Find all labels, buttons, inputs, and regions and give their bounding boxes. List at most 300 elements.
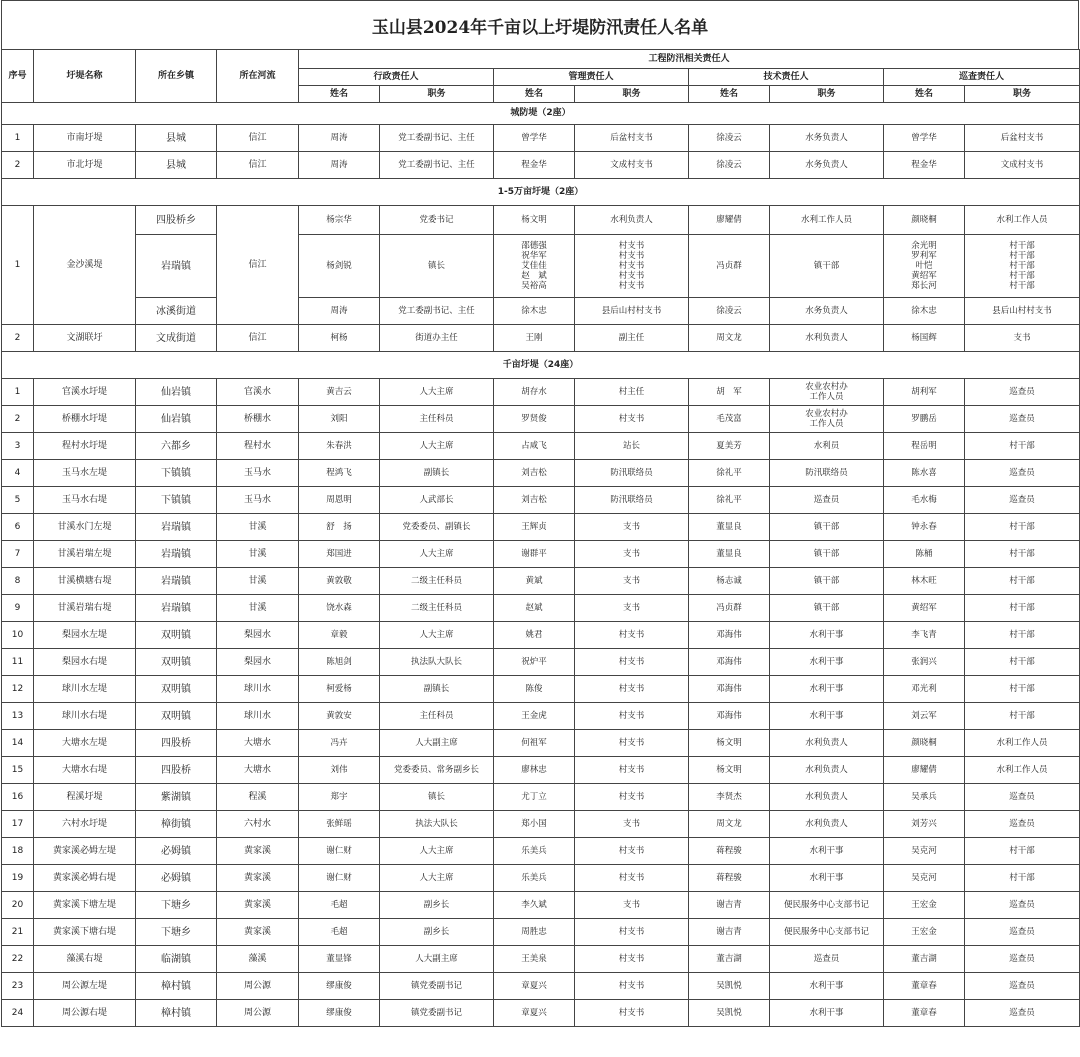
river-cell: 球川水 — [217, 703, 299, 730]
town-cell: 紫湖镇 — [136, 784, 217, 811]
row-index: 1 — [2, 206, 34, 325]
cell-patrol-name: 陈水喜 — [884, 460, 965, 487]
cell-tech-title: 水利干事 — [770, 649, 884, 676]
cell-admin-title: 副镇长 — [380, 676, 494, 703]
cell-tech-name: 夏美芳 — [689, 433, 770, 460]
cell-patrol-title: 后盆村支书 — [965, 125, 1080, 152]
table-row — [2, 235, 1080, 298]
river-cell: 梨园水 — [217, 622, 299, 649]
cell-mgmt-name: 赵斌 — [494, 595, 575, 622]
cell-mgmt-name: 罗贤俊 — [494, 406, 575, 433]
cell-mgmt-title: 村主任 — [575, 379, 689, 406]
cell-tech-title: 水利负责人 — [770, 811, 884, 838]
cell-mgmt-title: 支书 — [575, 541, 689, 568]
cell-admin-title: 主任科员 — [380, 406, 494, 433]
cell-patrol-title: 巡查员 — [965, 379, 1080, 406]
cell-patrol-title: 巡查员 — [965, 784, 1080, 811]
cell-patrol-title: 巡查员 — [965, 919, 1080, 946]
town-cell: 双明镇 — [136, 703, 217, 730]
header-sub-name: 姓名 — [884, 86, 965, 103]
town-cell: 岩瑞镇 — [136, 541, 217, 568]
cell-patrol-title: 村干部 村干部 村干部 村干部 村干部 — [965, 235, 1080, 298]
river-cell: 程溪 — [217, 784, 299, 811]
cell-tech-name: 董显良 — [689, 514, 770, 541]
town-cell: 下塘乡 — [136, 892, 217, 919]
cell-tech-title: 水务负责人 — [770, 152, 884, 179]
table-row — [2, 919, 1080, 946]
cell-admin-title: 副镇长 — [380, 460, 494, 487]
cell-patrol-name: 董章春 — [884, 1000, 965, 1027]
cell-mgmt-name: 郑小国 — [494, 811, 575, 838]
cell-tech-title: 水利干事 — [770, 622, 884, 649]
cell-mgmt-title: 村支书 — [575, 865, 689, 892]
cell-mgmt-name: 曾学华 — [494, 125, 575, 152]
cell-mgmt-name: 祝炉平 — [494, 649, 575, 676]
cell-tech-title: 镇干部 — [770, 541, 884, 568]
table-row — [2, 811, 1080, 838]
table-row — [2, 838, 1080, 865]
cell-admin-name: 毛超 — [299, 892, 380, 919]
header-role-patrol: 巡查责任人 — [884, 69, 1080, 86]
cell-patrol-title: 村干部 — [965, 541, 1080, 568]
river-cell: 信江 — [217, 152, 299, 179]
cell-tech-title: 巡查员 — [770, 946, 884, 973]
dike-name: 程村水圩堤 — [34, 433, 136, 460]
cell-mgmt-title: 村支书 — [575, 703, 689, 730]
cell-patrol-name: 程岳明 — [884, 433, 965, 460]
cell-admin-name: 缪康俊 — [299, 973, 380, 1000]
cell-admin-name: 刘伟 — [299, 757, 380, 784]
row-index: 19 — [2, 865, 34, 892]
cell-patrol-title: 村干部 — [965, 703, 1080, 730]
row-index: 2 — [2, 152, 34, 179]
cell-mgmt-name: 杨文明 — [494, 206, 575, 235]
cell-admin-name: 郑国进 — [299, 541, 380, 568]
row-index: 2 — [2, 406, 34, 433]
cell-tech-name: 徐凌云 — [689, 298, 770, 325]
cell-patrol-name: 廖耀倩 — [884, 757, 965, 784]
cell-tech-name: 邓海伟 — [689, 649, 770, 676]
cell-admin-title: 执法队大队长 — [380, 649, 494, 676]
dike-name: 周公源左堤 — [34, 973, 136, 1000]
dike-name: 梨园水左堤 — [34, 622, 136, 649]
cell-tech-name: 廖耀倩 — [689, 206, 770, 235]
header-responsible-group: 工程防汛相关责任人 — [299, 50, 1080, 69]
cell-mgmt-title: 支书 — [575, 811, 689, 838]
cell-tech-name: 邓海伟 — [689, 676, 770, 703]
town-cell: 岩瑞镇 — [136, 595, 217, 622]
cell-patrol-title: 巡查员 — [965, 487, 1080, 514]
cell-mgmt-name: 李久斌 — [494, 892, 575, 919]
cell-admin-title: 党委委员、常务副乡长 — [380, 757, 494, 784]
header-sub-name: 姓名 — [689, 86, 770, 103]
cell-mgmt-name: 王辉贞 — [494, 514, 575, 541]
row-index: 9 — [2, 595, 34, 622]
cell-patrol-name: 邓光利 — [884, 676, 965, 703]
town-cell: 下镇镇 — [136, 487, 217, 514]
cell-mgmt-title: 村支书 — [575, 757, 689, 784]
table-row — [2, 379, 1080, 406]
cell-patrol-name: 钟永春 — [884, 514, 965, 541]
cell-mgmt-name: 刘吉松 — [494, 487, 575, 514]
cell-tech-title: 防汛联络员 — [770, 460, 884, 487]
cell-tech-name: 杨文明 — [689, 730, 770, 757]
cell-mgmt-name: 刘吉松 — [494, 460, 575, 487]
cell-admin-name: 程鸿飞 — [299, 460, 380, 487]
cell-admin-title: 党工委副书记、主任 — [380, 125, 494, 152]
cell-mgmt-title: 防汛联络员 — [575, 460, 689, 487]
cell-patrol-title: 村干部 — [965, 838, 1080, 865]
cell-tech-title: 镇干部 — [770, 568, 884, 595]
cell-admin-name: 谢仁财 — [299, 865, 380, 892]
cell-admin-name: 柯杨 — [299, 325, 380, 352]
dike-name: 玉马水左堤 — [34, 460, 136, 487]
cell-tech-name: 冯贞群 — [689, 595, 770, 622]
cell-mgmt-title: 村支书 — [575, 946, 689, 973]
cell-admin-name: 黄敦敬 — [299, 568, 380, 595]
dike-name: 大塘水左堤 — [34, 730, 136, 757]
table-row — [2, 152, 1080, 179]
cell-tech-name: 谢吉青 — [689, 919, 770, 946]
town-cell: 岩瑞镇 — [136, 514, 217, 541]
section-header-row — [2, 103, 1080, 125]
row-index: 7 — [2, 541, 34, 568]
cell-tech-title: 水利干事 — [770, 703, 884, 730]
cell-patrol-name: 黄绍军 — [884, 595, 965, 622]
table-row — [2, 325, 1080, 352]
row-index: 17 — [2, 811, 34, 838]
cell-tech-name: 徐凌云 — [689, 152, 770, 179]
cell-admin-title: 党委委员、副镇长 — [380, 514, 494, 541]
cell-admin-title: 街道办主任 — [380, 325, 494, 352]
cell-admin-name: 周涛 — [299, 125, 380, 152]
cell-admin-title: 党工委副书记、主任 — [380, 152, 494, 179]
town-cell: 文成街道 — [136, 325, 217, 352]
cell-patrol-name: 颜晓桐 — [884, 206, 965, 235]
cell-admin-name: 杨宗华 — [299, 206, 380, 235]
row-index: 18 — [2, 838, 34, 865]
cell-tech-title: 镇干部 — [770, 514, 884, 541]
cell-admin-name: 缪康俊 — [299, 1000, 380, 1027]
header-role-management: 管理责任人 — [494, 69, 689, 86]
table-row — [2, 946, 1080, 973]
cell-tech-title: 农业农村办 工作人员 — [770, 379, 884, 406]
row-index: 6 — [2, 514, 34, 541]
dike-name: 桥棚水圩堤 — [34, 406, 136, 433]
cell-patrol-name: 张润兴 — [884, 649, 965, 676]
cell-tech-name: 徐礼平 — [689, 460, 770, 487]
cell-patrol-title: 水利工作人员 — [965, 757, 1080, 784]
row-index: 22 — [2, 946, 34, 973]
cell-patrol-name: 董章春 — [884, 973, 965, 1000]
row-index: 24 — [2, 1000, 34, 1027]
cell-tech-name: 邓海伟 — [689, 703, 770, 730]
town-cell: 下镇镇 — [136, 460, 217, 487]
cell-patrol-name: 吴克河 — [884, 865, 965, 892]
cell-tech-title: 水务负责人 — [770, 298, 884, 325]
dike-name: 甘溪岩瑞左堤 — [34, 541, 136, 568]
cell-mgmt-name: 王刚 — [494, 325, 575, 352]
cell-admin-name: 董显锋 — [299, 946, 380, 973]
header-role-technical: 技术责任人 — [689, 69, 884, 86]
cell-tech-title: 水利干事 — [770, 676, 884, 703]
cell-patrol-name: 胡利军 — [884, 379, 965, 406]
town-cell: 仙岩镇 — [136, 406, 217, 433]
cell-admin-title: 人大主席 — [380, 865, 494, 892]
row-index: 14 — [2, 730, 34, 757]
cell-patrol-title: 村干部 — [965, 595, 1080, 622]
cell-patrol-name: 程金华 — [884, 152, 965, 179]
dike-name: 金沙溪堤 — [34, 206, 136, 325]
town-cell: 樟街镇 — [136, 811, 217, 838]
river-cell: 六村水 — [217, 811, 299, 838]
cell-tech-name: 邓海伟 — [689, 622, 770, 649]
cell-admin-title: 副乡长 — [380, 919, 494, 946]
header-sub-name: 姓名 — [299, 86, 380, 103]
cell-mgmt-title: 村支书 — [575, 973, 689, 1000]
cell-tech-title: 巡查员 — [770, 487, 884, 514]
cell-mgmt-title: 村支书 — [575, 730, 689, 757]
section-title: 千亩圩堤（24座） — [2, 352, 1080, 379]
cell-mgmt-name: 黄斌 — [494, 568, 575, 595]
table-row — [2, 595, 1080, 622]
cell-tech-name: 冯贞群 — [689, 235, 770, 298]
cell-tech-name: 徐凌云 — [689, 125, 770, 152]
cell-mgmt-title: 支书 — [575, 514, 689, 541]
table-row — [2, 125, 1080, 152]
cell-patrol-name: 吴承兵 — [884, 784, 965, 811]
cell-admin-name: 郑宇 — [299, 784, 380, 811]
cell-mgmt-title: 村支书 — [575, 622, 689, 649]
cell-tech-name: 杨文明 — [689, 757, 770, 784]
cell-admin-title: 人大主席 — [380, 379, 494, 406]
cell-patrol-name: 王宏金 — [884, 919, 965, 946]
table-row — [2, 487, 1080, 514]
document-page — [1, 0, 1079, 1027]
cell-admin-name: 周涛 — [299, 152, 380, 179]
cell-admin-name: 陈旭剑 — [299, 649, 380, 676]
river-cell: 甘溪 — [217, 541, 299, 568]
cell-tech-name: 杨志诚 — [689, 568, 770, 595]
dike-name: 梨园水右堤 — [34, 649, 136, 676]
dike-name: 甘溪岩瑞右堤 — [34, 595, 136, 622]
town-cell: 双明镇 — [136, 649, 217, 676]
cell-mgmt-name: 程金华 — [494, 152, 575, 179]
cell-mgmt-name: 章夏兴 — [494, 1000, 575, 1027]
header-sub-title: 职务 — [575, 86, 689, 103]
cell-mgmt-title: 文成村支书 — [575, 152, 689, 179]
cell-mgmt-name: 廖林忠 — [494, 757, 575, 784]
cell-admin-title: 人大主席 — [380, 541, 494, 568]
town-cell: 岩瑞镇 — [136, 235, 217, 298]
river-cell: 信江 — [217, 125, 299, 152]
cell-patrol-title: 村干部 — [965, 649, 1080, 676]
cell-mgmt-name: 尤丁立 — [494, 784, 575, 811]
cell-admin-name: 黄吉云 — [299, 379, 380, 406]
row-index: 15 — [2, 757, 34, 784]
cell-admin-title: 人武部长 — [380, 487, 494, 514]
cell-mgmt-title: 村支书 — [575, 784, 689, 811]
cell-patrol-title: 水利工作人员 — [965, 206, 1080, 235]
cell-tech-name: 毛茂富 — [689, 406, 770, 433]
cell-tech-name: 吴凯悦 — [689, 973, 770, 1000]
table-row — [2, 784, 1080, 811]
cell-mgmt-title: 村支书 — [575, 838, 689, 865]
cell-patrol-name: 刘云军 — [884, 703, 965, 730]
river-cell: 甘溪 — [217, 568, 299, 595]
river-cell: 大塘水 — [217, 730, 299, 757]
row-index: 12 — [2, 676, 34, 703]
cell-tech-title: 水利干事 — [770, 838, 884, 865]
header-sub-title: 职务 — [965, 86, 1080, 103]
cell-mgmt-title: 支书 — [575, 595, 689, 622]
cell-patrol-title: 巡查员 — [965, 892, 1080, 919]
river-cell: 大塘水 — [217, 757, 299, 784]
cell-tech-name: 吴凯悦 — [689, 1000, 770, 1027]
cell-patrol-name: 吴克河 — [884, 838, 965, 865]
cell-patrol-name: 陈桶 — [884, 541, 965, 568]
cell-tech-title: 水利工作人员 — [770, 206, 884, 235]
cell-tech-title: 镇干部 — [770, 235, 884, 298]
river-cell: 周公源 — [217, 973, 299, 1000]
river-cell: 球川水 — [217, 676, 299, 703]
row-index: 20 — [2, 892, 34, 919]
river-cell: 梨园水 — [217, 649, 299, 676]
cell-mgmt-name: 胡存水 — [494, 379, 575, 406]
header-index: 序号 — [2, 50, 34, 103]
river-cell: 甘溪 — [217, 595, 299, 622]
town-cell: 临湖镇 — [136, 946, 217, 973]
cell-admin-name: 张鲜瑶 — [299, 811, 380, 838]
row-index: 2 — [2, 325, 34, 352]
cell-admin-name: 毛超 — [299, 919, 380, 946]
cell-tech-title: 水利干事 — [770, 865, 884, 892]
dike-name: 黄家溪必姆右堤 — [34, 865, 136, 892]
town-cell: 县城 — [136, 152, 217, 179]
header-dike-name: 圩堤名称 — [34, 50, 136, 103]
cell-tech-title: 镇干部 — [770, 595, 884, 622]
cell-tech-name: 周文龙 — [689, 325, 770, 352]
cell-mgmt-title: 后盆村支书 — [575, 125, 689, 152]
header-sub-title: 职务 — [380, 86, 494, 103]
document-title: 玉山县2024年千亩以上圩堤防汛责任人名单 — [1, 0, 1079, 49]
cell-mgmt-title: 村支书 — [575, 919, 689, 946]
cell-patrol-name: 杨国辉 — [884, 325, 965, 352]
header-role-admin: 行政责任人 — [299, 69, 494, 86]
cell-mgmt-name: 占咸飞 — [494, 433, 575, 460]
table-row — [2, 622, 1080, 649]
cell-tech-title: 水利员 — [770, 433, 884, 460]
cell-admin-title: 镇长 — [380, 784, 494, 811]
dike-name: 市南圩堤 — [34, 125, 136, 152]
cell-admin-title: 二级主任科员 — [380, 568, 494, 595]
dike-name: 藻溪右堤 — [34, 946, 136, 973]
cell-admin-name: 黄敦安 — [299, 703, 380, 730]
header-sub-title: 职务 — [770, 86, 884, 103]
town-cell: 樟村镇 — [136, 973, 217, 1000]
cell-patrol-name: 董吉湖 — [884, 946, 965, 973]
dike-name: 黄家溪必姆左堤 — [34, 838, 136, 865]
town-cell: 岩瑞镇 — [136, 568, 217, 595]
cell-tech-name: 蒋程骏 — [689, 838, 770, 865]
table-row — [2, 865, 1080, 892]
river-cell: 程村水 — [217, 433, 299, 460]
table-row — [2, 298, 1080, 325]
cell-tech-name: 李贤杰 — [689, 784, 770, 811]
dike-name: 六村水圩堤 — [34, 811, 136, 838]
dike-name: 市北圩堤 — [34, 152, 136, 179]
cell-admin-name: 杨剑锐 — [299, 235, 380, 298]
cell-patrol-title: 巡查员 — [965, 1000, 1080, 1027]
river-cell: 黄家溪 — [217, 865, 299, 892]
row-index: 16 — [2, 784, 34, 811]
river-cell: 周公源 — [217, 1000, 299, 1027]
cell-admin-name: 刘阳 — [299, 406, 380, 433]
cell-patrol-name: 徐木忠 — [884, 298, 965, 325]
town-cell: 冰溪街道 — [136, 298, 217, 325]
section-title: 1-5万亩圩堤（2座） — [2, 179, 1080, 206]
cell-patrol-title: 巡查员 — [965, 973, 1080, 1000]
cell-admin-title: 人大副主席 — [380, 730, 494, 757]
cell-patrol-title: 村干部 — [965, 622, 1080, 649]
town-cell: 必姆镇 — [136, 838, 217, 865]
cell-admin-name: 周涛 — [299, 298, 380, 325]
dike-name: 周公源右堤 — [34, 1000, 136, 1027]
row-index: 3 — [2, 433, 34, 460]
dike-name: 球川水右堤 — [34, 703, 136, 730]
cell-tech-title: 水利负责人 — [770, 325, 884, 352]
cell-mgmt-name: 乐美兵 — [494, 865, 575, 892]
cell-patrol-title: 水利工作人员 — [965, 730, 1080, 757]
river-cell: 信江 — [217, 325, 299, 352]
cell-tech-name: 徐礼平 — [689, 487, 770, 514]
cell-patrol-title: 村干部 — [965, 865, 1080, 892]
cell-admin-title: 人大主席 — [380, 433, 494, 460]
river-cell: 黄家溪 — [217, 892, 299, 919]
cell-mgmt-title: 水利负责人 — [575, 206, 689, 235]
town-cell: 六都乡 — [136, 433, 217, 460]
table-row — [2, 757, 1080, 784]
dike-name: 官溪水圩堤 — [34, 379, 136, 406]
cell-mgmt-name: 姚君 — [494, 622, 575, 649]
town-cell: 双明镇 — [136, 622, 217, 649]
cell-patrol-name: 颜晓桐 — [884, 730, 965, 757]
table-row — [2, 206, 1080, 235]
cell-admin-title: 党工委副书记、主任 — [380, 298, 494, 325]
row-index: 1 — [2, 379, 34, 406]
cell-tech-title: 水利干事 — [770, 1000, 884, 1027]
cell-mgmt-name: 乐美兵 — [494, 838, 575, 865]
cell-patrol-title: 村干部 — [965, 676, 1080, 703]
cell-patrol-name: 余光明 罗利军 叶恺 黄绍军 郑长河 — [884, 235, 965, 298]
cell-admin-title: 镇长 — [380, 235, 494, 298]
town-cell: 下塘乡 — [136, 919, 217, 946]
cell-tech-title: 便民服务中心支部书记 — [770, 892, 884, 919]
header-river: 所在河流 — [217, 50, 299, 103]
table-row — [2, 676, 1080, 703]
cell-tech-title: 水务负责人 — [770, 125, 884, 152]
cell-admin-title: 执法大队长 — [380, 811, 494, 838]
cell-patrol-title: 巡查员 — [965, 460, 1080, 487]
cell-mgmt-title: 支书 — [575, 568, 689, 595]
cell-admin-name: 朱春洪 — [299, 433, 380, 460]
cell-mgmt-name: 王美泉 — [494, 946, 575, 973]
cell-patrol-title: 县后山村村支书 — [965, 298, 1080, 325]
responsibility-table — [1, 49, 1080, 1027]
town-cell: 县城 — [136, 125, 217, 152]
cell-admin-title: 党委书记 — [380, 206, 494, 235]
town-cell: 樟村镇 — [136, 1000, 217, 1027]
